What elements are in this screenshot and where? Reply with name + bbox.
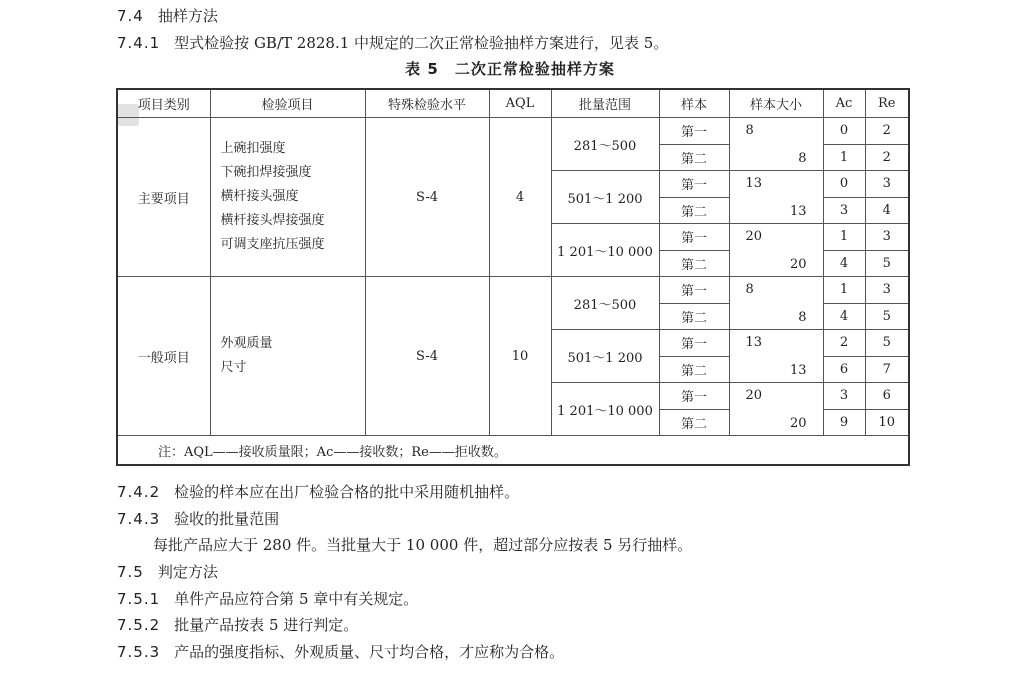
sample-size-cell xyxy=(729,383,823,436)
sample-second: 第二 xyxy=(659,197,729,224)
re-first: 5 xyxy=(865,330,909,357)
section-text: 型式检验按 GB/T 2828.1 中规定的二次正常检验抽样方案进行，见表 5。 xyxy=(174,34,669,52)
ac-second: 6 xyxy=(823,356,865,383)
re-second: 10 xyxy=(865,409,909,436)
sample-size-cell xyxy=(729,277,823,330)
section-7-5 xyxy=(117,562,218,582)
header-category: 项目类别 xyxy=(117,89,210,118)
inspection-item: 尺寸 xyxy=(220,360,247,375)
ac-first: 1 xyxy=(823,224,865,251)
re-second: 4 xyxy=(865,197,909,224)
batch-range-cell: 1 201～10 000 xyxy=(551,383,659,436)
re-second: 5 xyxy=(865,250,909,277)
table-note: 注：AQL——接收质量限；Ac——接收数；Re——拒收数。 xyxy=(117,436,909,466)
sample-size-second: 13 xyxy=(789,203,807,219)
header-sample: 样本 xyxy=(659,89,729,118)
aql-cell: 10 xyxy=(489,277,551,436)
inspection-item: 下碗扣焊接强度 xyxy=(220,165,312,180)
aql-cell: 4 xyxy=(489,118,551,277)
section-number: 7.5 xyxy=(117,563,144,581)
section-heading: 验收的批量范围 xyxy=(174,510,280,528)
sample-first: 第一 xyxy=(659,330,729,357)
ac-first: 3 xyxy=(823,383,865,410)
inspection-level-cell: S-4 xyxy=(365,118,489,277)
sample-size-first: 8 xyxy=(745,281,754,297)
ac-first: 2 xyxy=(823,330,865,357)
category-cell: 主要项目 xyxy=(117,118,210,277)
re-second: 5 xyxy=(865,303,909,330)
section-7-5-3 xyxy=(117,642,564,662)
section-number: 7.4.3 xyxy=(117,510,161,528)
ac-first: 0 xyxy=(823,118,865,145)
table-header-row xyxy=(117,89,909,118)
sample-size-second: 20 xyxy=(789,256,807,272)
sample-second: 第二 xyxy=(659,409,729,436)
table-title: 表 5 二次正常检验抽样方案 xyxy=(405,60,615,78)
sample-size-first: 20 xyxy=(745,387,763,403)
sample-size-second: 8 xyxy=(798,150,807,166)
section-number: 7.4.2 xyxy=(117,483,161,501)
batch-range-cell: 281～500 xyxy=(551,118,659,171)
section-heading: 抽样方法 xyxy=(157,7,218,25)
header-sample-size: 样本大小 xyxy=(729,89,823,118)
sample-first: 第一 xyxy=(659,277,729,304)
ac-first: 0 xyxy=(823,171,865,198)
sample-second: 第二 xyxy=(659,144,729,171)
section-7-5-1 xyxy=(117,589,418,609)
sample-size-first: 20 xyxy=(745,228,763,244)
sample-size-second: 13 xyxy=(789,362,807,378)
section-text: 检验的样本应在出厂检验合格的批中采用随机抽样。 xyxy=(174,483,520,501)
batch-range-cell: 281～500 xyxy=(551,277,659,330)
header-range: 批量范围 xyxy=(551,89,659,118)
ac-second: 4 xyxy=(823,250,865,277)
header-items: 检验项目 xyxy=(210,89,365,118)
sample-size-first: 8 xyxy=(745,122,754,138)
inspection-level-cell: S-4 xyxy=(365,277,489,436)
table-row xyxy=(117,277,909,304)
re-second: 2 xyxy=(865,144,909,171)
sample-first: 第一 xyxy=(659,383,729,410)
re-second: 7 xyxy=(865,356,909,383)
inspection-item: 横杆接头焊接强度 xyxy=(220,213,325,228)
section-heading: 判定方法 xyxy=(157,563,218,581)
header-aql: AQL xyxy=(489,89,551,118)
header-ac: Ac xyxy=(823,89,865,118)
sample-second: 第二 xyxy=(659,250,729,277)
section-7-4-3 xyxy=(117,509,279,529)
section-7-4-3-body: 每批产品应大于 280 件。当批量大于 10 000 件，超过部分应按表 5 另行抽样。 xyxy=(153,536,693,554)
section-7-5-2 xyxy=(117,615,358,635)
inspection-items-cell xyxy=(210,118,365,277)
re-first: 6 xyxy=(865,383,909,410)
section-text: 产品的强度指标、外观质量、尺寸均合格，才应称为合格。 xyxy=(174,643,565,661)
section-text: 批量产品按表 5 进行判定。 xyxy=(174,616,359,634)
sample-first: 第一 xyxy=(659,118,729,145)
ac-second: 1 xyxy=(823,144,865,171)
sample-size-cell xyxy=(729,330,823,383)
inspection-item: 外观质量 xyxy=(220,336,273,351)
batch-range-cell: 501～1 200 xyxy=(551,171,659,224)
inspection-item: 横杆接头强度 xyxy=(220,189,299,204)
sample-size-first: 13 xyxy=(745,175,763,191)
category-cell: 一般项目 xyxy=(117,277,210,436)
re-first: 3 xyxy=(865,277,909,304)
section-7-4 xyxy=(117,6,218,26)
header-level: 特殊检验水平 xyxy=(365,89,489,118)
section-number: 7.5.2 xyxy=(117,616,161,634)
section-7-4-2 xyxy=(117,482,519,502)
table-row xyxy=(117,118,909,145)
sampling-plan-table xyxy=(116,88,910,466)
re-first: 3 xyxy=(865,171,909,198)
section-7-4-1 xyxy=(117,33,668,53)
section-text: 单件产品应符合第 5 章中有关规定。 xyxy=(174,590,419,608)
ac-second: 9 xyxy=(823,409,865,436)
sample-first: 第一 xyxy=(659,224,729,251)
header-re: Re xyxy=(865,89,909,118)
table-note-row xyxy=(117,436,909,466)
section-number: 7.4 xyxy=(117,7,144,25)
ac-second: 3 xyxy=(823,197,865,224)
batch-range-cell: 1 201～10 000 xyxy=(551,224,659,277)
re-first: 2 xyxy=(865,118,909,145)
batch-range-cell: 501～1 200 xyxy=(551,330,659,383)
sample-size-cell xyxy=(729,118,823,171)
section-number: 7.4.1 xyxy=(117,34,161,52)
sample-size-cell xyxy=(729,171,823,224)
sample-size-cell xyxy=(729,224,823,277)
sample-size-second: 20 xyxy=(789,415,807,431)
ac-second: 4 xyxy=(823,303,865,330)
sample-size-first: 13 xyxy=(745,334,763,350)
inspection-item: 上碗扣强度 xyxy=(220,141,286,156)
inspection-item: 可调支座抗压强度 xyxy=(220,237,325,252)
section-number: 7.5.1 xyxy=(117,590,161,608)
ac-first: 1 xyxy=(823,277,865,304)
section-number: 7.5.3 xyxy=(117,643,161,661)
inspection-items-cell xyxy=(210,277,365,436)
sample-second: 第二 xyxy=(659,303,729,330)
sample-second: 第二 xyxy=(659,356,729,383)
sample-first: 第一 xyxy=(659,171,729,198)
sample-size-second: 8 xyxy=(798,309,807,325)
re-first: 3 xyxy=(865,224,909,251)
